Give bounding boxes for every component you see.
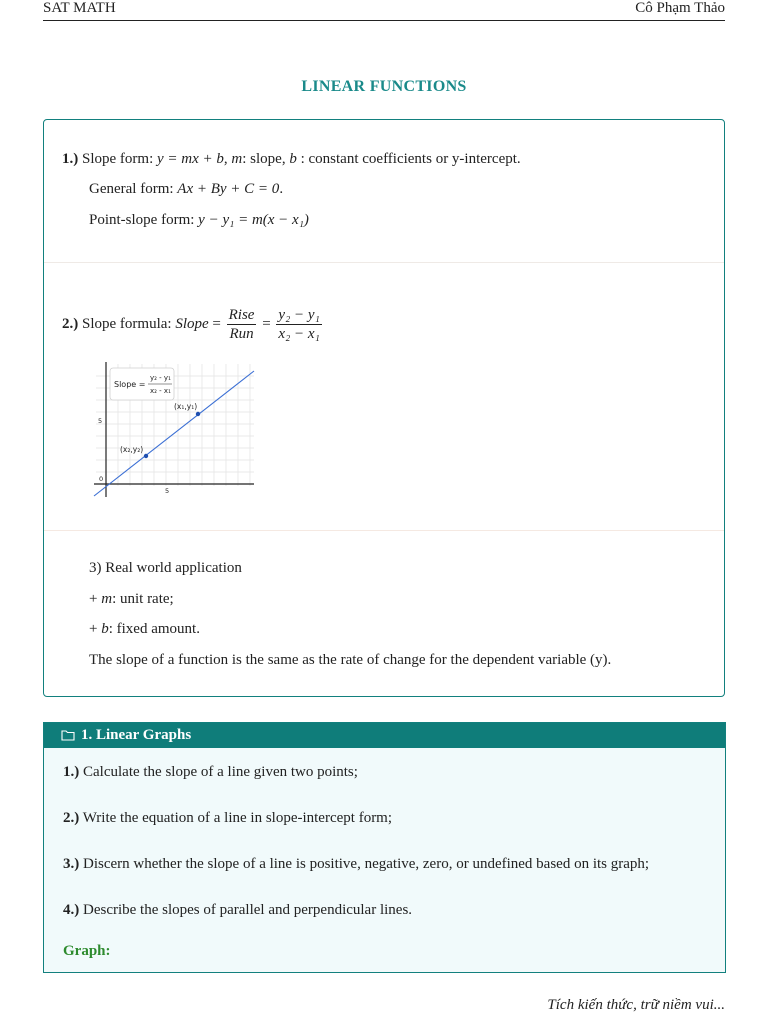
point-2-label: (x₂,y₂) [120,445,144,454]
coordinate-fraction [276,306,321,343]
item-number: 2.) [63,810,80,826]
b-description: : constant coefficients or y-intercept. [296,151,521,167]
slope-form-equation: y = mx + b [157,151,224,167]
slope-formula-label: Slope formula: [82,315,176,332]
header-subject: SAT MATH [43,0,116,16]
linear-graphs-box [43,722,726,973]
list-item [63,902,412,919]
plus-prefix: + [89,591,102,607]
item-number: 1.) [62,151,79,167]
folder-icon [61,729,75,741]
rise-run-fraction [227,306,257,343]
list-item [63,764,358,781]
m-description: : slope, [242,151,290,167]
general-form-line [89,181,283,198]
item-text: Discern whether the slope of a line is positive, negative, zero, or undefined based on its graph; [83,856,650,872]
item-text: Calculate the slope of a line given two points; [83,764,358,780]
y-tick-label: 5 [98,417,103,425]
b-meaning-line [89,621,200,638]
m-meaning-line [89,591,174,608]
footer-motto: Tích kiến thức, trữ niềm vui... [547,997,725,1013]
formula-box [43,119,725,697]
point-slope-label: Point-slope form: [89,212,199,228]
graph-label: Graph: [63,943,111,959]
m-meaning: : unit rate; [112,591,174,607]
item-number: 2.) [62,315,79,332]
page-header [43,0,725,21]
b-symbol: b [289,151,297,167]
item-text: Describe the slopes of parallel and perpendicular lines. [83,902,413,918]
b-symbol: b [101,621,109,637]
x-tick-label: 5 [165,487,170,495]
slope-word: Slope [175,315,209,332]
slope-form-line: 1.) Slope form: y = mx + b, m: slope, b : constant coefficients or y-intercept. [62,151,521,167]
general-form-end: . [279,181,284,197]
numerator: y₂ − y₁ [278,307,320,323]
point-2 [144,454,148,458]
box-heading: 1. Linear Graphs [81,727,192,743]
origin-label: 0 [99,475,104,483]
item-number: 3.) [63,856,80,872]
section-divider [44,530,724,531]
item-number: 1.) [63,764,80,780]
graph-slope-denominator: x₂ - x₁ [150,387,171,395]
denominator: x₂ − x₁ [278,326,320,342]
section-divider [44,262,724,263]
b-meaning: : fixed amount. [108,621,200,637]
list-item [63,856,649,873]
list-item [63,810,392,827]
item-number: 4.) [63,902,80,918]
page-title: LINEAR FUNCTIONS [301,78,467,95]
equals-sign: = [212,315,221,332]
m-symbol: m [101,591,113,607]
point-slope-line [89,212,309,229]
graph-slope-numerator: y₂ - y₁ [150,374,171,382]
plus-prefix: + [89,621,102,637]
rate-of-change-sentence: The slope of a function is the same as the rate of change for the dependent variable (y). [89,652,612,668]
graph-slope-label: Slope = [114,380,146,389]
box-header [44,723,725,748]
point-slope-equation: y − y₁ = m(x − x₁) [198,212,309,228]
point-1 [196,412,200,416]
point-1-label: (x₁,y₁) [174,402,198,411]
run: Run [229,326,254,342]
equals-sign: = [262,315,271,332]
general-form-equation: Ax + By + C = 0 [177,181,280,197]
m-symbol: m [231,151,243,167]
general-form-label: General form: [89,181,178,197]
item-text: Write the equation of a line in slope-intercept form; [82,810,393,826]
rise: Rise [228,307,255,323]
slope-formula-line [62,306,324,343]
slope-form-label: Slope form: [82,151,157,167]
real-world-heading: 3) Real world application [89,560,242,576]
header-author: Cô Phạm Thảo [635,0,725,16]
slope-graph [92,360,256,500]
